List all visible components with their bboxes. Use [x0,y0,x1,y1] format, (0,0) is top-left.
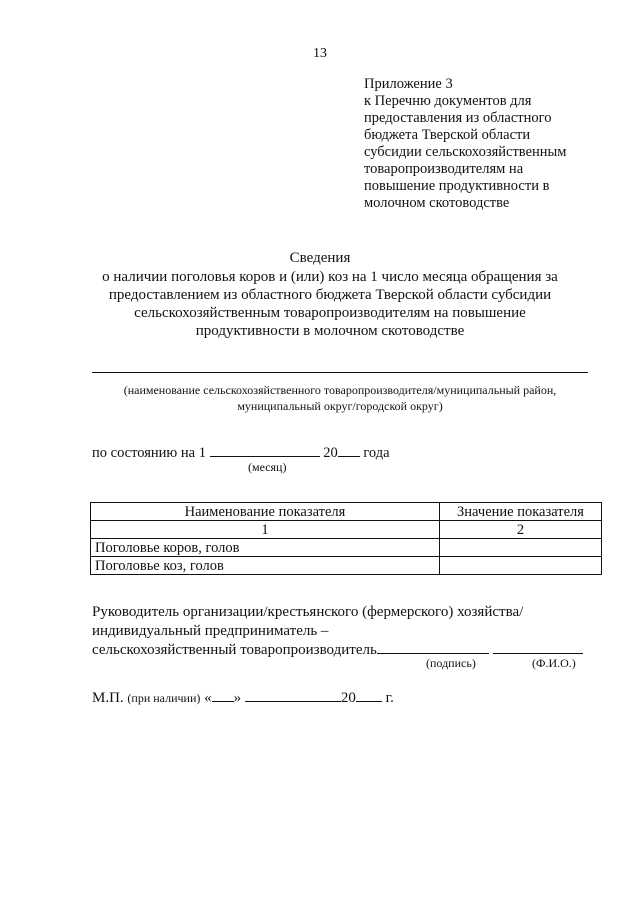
caption-line: муниципальный округ/городской округ) [237,399,443,413]
month-blank[interactable] [210,444,320,457]
signature-blank[interactable] [377,641,489,654]
appendix-line: предоставления из областного [364,110,552,126]
appendix-block [364,76,624,212]
seal-date-line [92,689,394,707]
document-title: Сведения [289,250,351,266]
subtitle-line: сельскохозяйственным товаропроизводителям на повышение [134,305,526,321]
row-label-cows: Поголовье коров, голов [91,539,440,557]
caption-line: (наименование сельскохозяйственного товаропроизводителя/муниципальный район, [123,383,557,397]
year-blank-2[interactable] [356,689,382,702]
document-subtitle [80,268,580,340]
signature-role: сельскохозяйственный товаропроизводитель [92,642,377,658]
signature-line: Руководитель организации/крестьянского (фермерского) хозяйства/ [92,604,524,620]
as-of-suffix: года [363,445,390,461]
appendix-line: молочном скотоводстве [364,195,510,211]
appendix-line: товаропроизводителям на [364,161,524,177]
full-name-caption: (Ф.И.О.) [532,656,576,670]
day-blank[interactable] [212,689,234,702]
month-blank-2[interactable] [245,689,341,702]
signature-line [92,641,583,660]
seal-year-prefix: 20 [340,690,356,706]
as-of-prefix: по состоянию на 1 [92,445,206,461]
appendix-line: Приложение 3 [364,76,453,92]
signature-block [92,603,583,660]
year-blank[interactable] [338,444,360,457]
seal-mp: М.П. [92,690,124,706]
producer-name-caption [80,382,600,414]
open-quote: « [204,690,212,706]
subtitle-line: предоставлением из областного бюджета Тверской области субсидии [108,287,552,303]
indicators-table [90,502,602,575]
row-value-cows[interactable] [440,539,602,557]
column-number: 1 [91,521,440,539]
page-number: 13 [313,46,327,61]
full-name-blank[interactable] [493,641,583,654]
seal-suffix: г. [385,690,394,706]
appendix-line: к Перечню документов для [364,93,532,109]
appendix-line: повышение продуктивности в [364,178,550,194]
appendix-line: бюджета Тверской области [364,127,531,143]
appendix-line: субсидии сельскохозяйственным [364,144,567,160]
header-indicator-value: Значение показателя [440,503,602,521]
year-prefix: 20 [323,445,338,461]
column-number: 2 [440,521,602,539]
signature-caption: (подпись) [426,656,476,670]
row-value-goats[interactable] [440,557,602,575]
subtitle-line: о наличии поголовья коров и (или) коз на 1 число месяца обращения за [102,269,558,285]
subtitle-line: продуктивности в молочном скотоводстве [195,323,465,339]
table-row [91,539,602,557]
producer-name-field-line[interactable] [92,372,588,373]
close-quote: » [233,690,242,706]
table-row [91,557,602,575]
header-indicator-name: Наименование показателя [91,503,440,521]
month-caption: (месяц) [248,460,287,474]
table-header-row [91,503,602,521]
row-label-goats: Поголовье коз, голов [91,557,440,575]
signature-line: индивидуальный предприниматель – [92,623,329,639]
table-number-row [91,521,602,539]
seal-note: (при наличии) [127,691,201,705]
as-of-date-line [92,444,390,462]
